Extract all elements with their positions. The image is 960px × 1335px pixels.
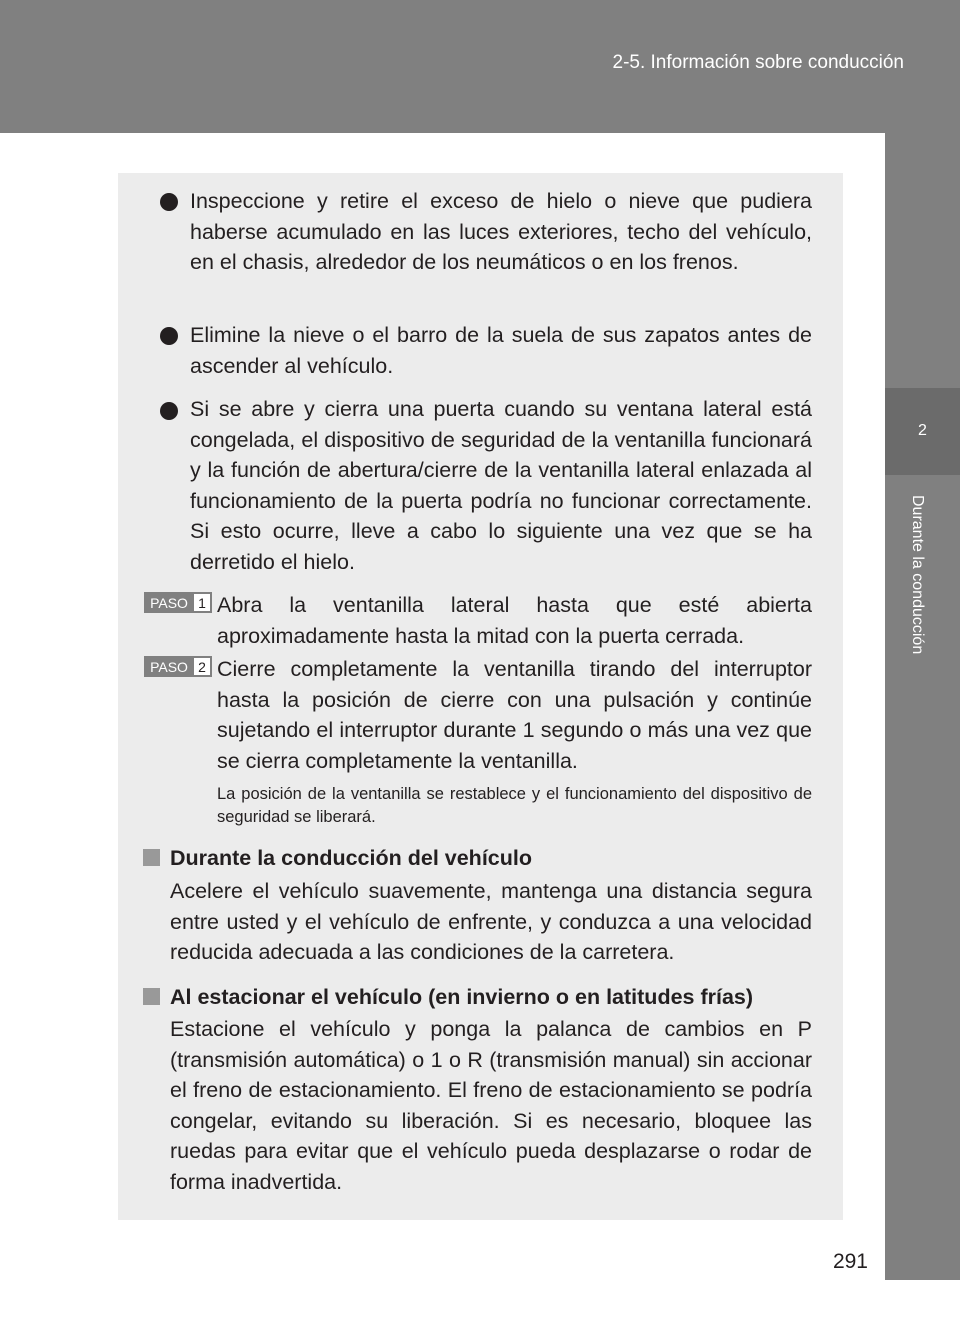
step-text: Abra la ventanilla lateral hasta que esté abierta aproximadamente hasta la mitad con la puerta cerrada. (217, 593, 812, 648)
step-badge-label: PASO (150, 658, 188, 675)
step-text: Cierre completamente la ventanilla tirando del interruptor hasta la posición de cierre con una pulsación y continúe sujetando el interruptor durante 1 segundo o más una vez que se cierra completamente la ventanilla. (217, 657, 812, 773)
chapter-number: 2 (918, 422, 927, 439)
section-title: 2-5. Información sobre conducción (612, 52, 904, 73)
section-square-icon (143, 988, 160, 1005)
bullet-icon (160, 327, 178, 345)
chapter-number-box (885, 388, 960, 475)
bullet-icon (160, 402, 178, 420)
step-badge (144, 656, 212, 677)
section-heading: Durante la conducción del vehículo (170, 846, 532, 870)
section-body: Acelere el vehículo suavemente, mantenga una distancia segura entre usted y el vehículo de enfrente, y conduzca a una velocidad reducida adecuada a las condiciones de la carretera. (170, 879, 812, 964)
bullet-text: Inspeccione y retire el exceso de hielo o nieve que pudiera haberse acumulado en las luces exteriores, techo del vehículo, en el chasis, alrededor de los neumáticos o en los frenos. (190, 189, 812, 274)
step-badge-number: 1 (194, 594, 210, 611)
section-heading: Al estacionar el vehículo (en invierno o en latitudes frías) (170, 985, 754, 1009)
step-badge-number: 2 (194, 658, 210, 675)
step-note: La posición de la ventanilla se restablece y el funcionamiento del dispositivo de seguridad se liberará. (217, 785, 812, 826)
page-number: 291 (832, 1250, 868, 1273)
bullet-text: Elimine la nieve o el barro de la suela de sus zapatos antes de ascender al vehículo. (190, 323, 812, 378)
chapter-side-tab (885, 133, 960, 1280)
section-square-icon (143, 849, 160, 866)
bullet-icon (160, 193, 178, 211)
bullet-text: Si se abre y cierra una puerta cuando su ventana lateral está congelada, el dispositivo de seguridad de la ventanilla funcionará y la función de abertura/cierre de la ventanilla lateral enlazada al funcionamiento de la puerta podría no funcionar correctamente. Si esto ocurre, lleve a cabo lo siguiente una vez que se ha derretido el hielo. (190, 397, 812, 574)
chapter-label: Durante la conducción (909, 495, 926, 655)
step-badge (144, 592, 212, 613)
section-body: Estacione el vehículo y ponga la palanca de cambios en P (transmisión automática) o 1 o R (transmisión manual) sin accionar el freno de estacionamiento. El freno de estacionamiento se podría congelar, evitando su liberación. Si es necesario, bloquee las ruedas para evitar que el vehículo pueda desplazarse o rodar de forma inadvertida. (170, 1017, 812, 1194)
step-badge-label: PASO (150, 594, 188, 611)
